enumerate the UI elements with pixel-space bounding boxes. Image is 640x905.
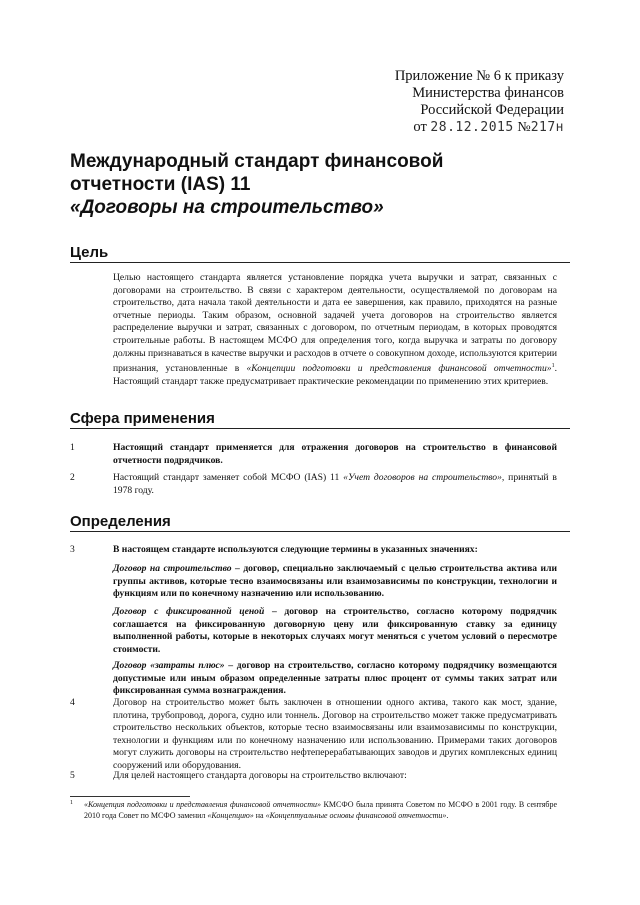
def3-term: Договор «затраты плюс» — [113, 660, 225, 671]
title-line-3: «Договоры на строительство» — [70, 197, 384, 218]
p2-text-a: Настоящий стандарт заменяет собой МСФО (IAS) 11 — [113, 472, 340, 483]
goal-text-italic: «Концепции подготовки и представления финансовой отчетности» — [246, 363, 552, 375]
title-line-2: отчетности (IAS) 11 — [70, 174, 251, 195]
footnote-text-a: КМСФО была принята Советом по МСФО в 2001 году. В сентябре 2010 года Совет по МСФО заменил — [84, 800, 557, 820]
footnote-text — [70, 800, 557, 821]
footnote-separator — [70, 796, 190, 797]
goal-heading-text: Цель — [70, 244, 109, 261]
footnote-italic-a: «Концепция подготовки и представления финансовой отчетности» — [84, 800, 321, 809]
p2-text-italic: «Учет договоров на строительство» — [343, 472, 502, 483]
date-stamp: 28.12.2015 — [430, 120, 514, 135]
def2-term: Договор с фиксированной ценой — [113, 606, 265, 617]
footnote — [70, 800, 557, 821]
footnote-mark: 1 — [70, 800, 73, 806]
definitions-heading-text: Определения — [70, 513, 171, 530]
scope-heading-text: Сфера применения — [70, 410, 215, 427]
def1-term: Договор на строительство — [113, 563, 232, 574]
footnote-text-c: . — [446, 810, 449, 820]
header-line-2: Министерства финансов — [412, 85, 564, 101]
section-heading-scope — [70, 410, 570, 429]
definition-cost-plus-contract — [113, 660, 557, 698]
document-title — [70, 150, 590, 219]
section-heading-goal — [70, 244, 570, 263]
number-stamp: 217н — [530, 120, 564, 135]
paragraph-number-2: 2 — [70, 472, 75, 483]
title-line-1: Международный стандарт финансовой — [70, 151, 444, 172]
footnote-italic-c: «Концептуальные основы финансовой отчетности» — [265, 810, 447, 820]
appendix-header — [395, 68, 564, 136]
definition-construction-contract — [113, 563, 557, 601]
paragraph-2 — [113, 472, 557, 497]
def3-text: – договор на строительство, согласно которому подрядчику возмещаются допустимые или иным образом определенные затраты плюс процент от суммы таких затрат или фиксированная сумма вознаграждения. — [113, 660, 557, 697]
number-label: № — [517, 120, 531, 135]
header-line-3: Российской Федерации — [420, 102, 564, 118]
footnote-text-b: на — [253, 810, 266, 820]
paragraph-number-1: 1 — [70, 442, 75, 453]
header-prefix: от — [413, 119, 427, 135]
paragraph-5: Для целей настоящего стандарта договоры на строительство включают: — [113, 770, 407, 781]
definition-fixed-price-contract — [113, 606, 557, 656]
footnote-italic-b: «Концепцию» — [207, 810, 254, 820]
def1-text: – договор, специально заключаемый с целью строительства актива или группы активов, которые тесно взаимосвязаны или взаимозависимы по конструкции, технологии и функциям или по конечному назначению или использованию. — [113, 563, 557, 600]
paragraph-number-4: 4 — [70, 697, 75, 708]
goal-paragraph — [113, 272, 557, 389]
paragraph-number-5: 5 — [70, 770, 75, 781]
goal-text-b: . Настоящий стандарт также предусматривает практические рекомендации по применению этих критериев. — [113, 363, 557, 387]
p2-text-b: , принятый в 1978 году. — [113, 472, 557, 496]
section-heading-definitions — [70, 513, 570, 532]
header-line-1: Приложение № 6 к приказу — [394, 68, 564, 84]
header-date-row — [395, 119, 564, 136]
paragraph-number-3: 3 — [70, 544, 75, 555]
footnote-ref: 1 — [551, 363, 555, 370]
paragraph-4: Договор на строительство может быть заключен в отношении одного актива, такого как мост, здание, плотина, трубопровод, дорога, судно или тоннель. Договор на строительство может также предусматривать строительство нескольких объектов, которые тесно взаимосвязаны или взаимозависимы по конструкции, технологии и функциям или по конечному назначению или использованию. Примерами таких договоров могут служить договоры на строительство нефтеперерабатывающих заводов и других комплексных единиц сооружений или оборудования. — [113, 697, 557, 771]
paragraph-3-intro: В настоящем стандарте используются следующие термины в указанных значениях: — [113, 544, 478, 555]
def2-text: – договор на строительство, согласно которому подрядчик соглашается на фиксированную договорную цену или фиксированную ставку за единицу выполненной работы, которые в некоторых случаях могут меняться с учетом условий о пересмотре стоимости. — [113, 606, 558, 655]
paragraph-1: Настоящий стандарт применяется для отражения договоров на строительство в финансовой отчетности подрядчиков. — [113, 442, 557, 466]
goal-text-a: Целью настоящего стандарта является установление порядка учета выручки и затрат, связанных с договорами на строительство. В связи с характером деятельности, осуществляемой по договорам на строительство, дата начала такой деятельности и дата ее завершения, как правило, приходятся на разные отчетные периоды. Таким образом, основной задачей учета договоров на строительство является распределение выручки и затрат, связанных с договором, по отчетным периодам, в которых проводятся строительные работы. В настоящем МСФО для определения того, когда выручка и затраты по договору должны признаваться в качестве выручки и расходов в отчете о совокупном доходе, используются критерии признания, установленные в — [113, 272, 557, 375]
